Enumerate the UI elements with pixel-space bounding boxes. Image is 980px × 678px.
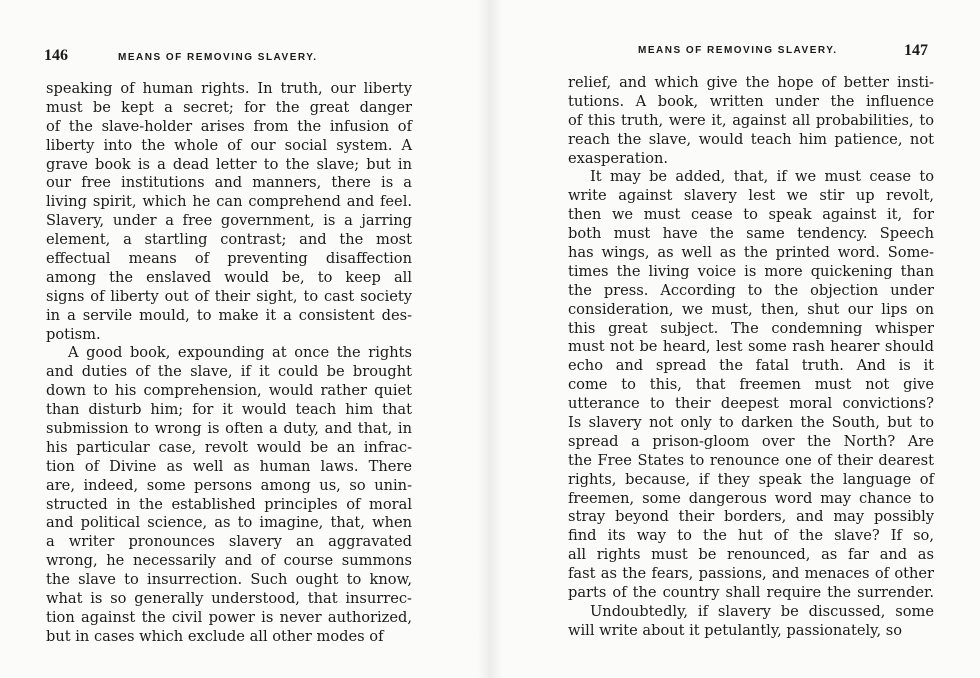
text-line: and political science, as to imagine, that, when xyxy=(46,514,412,532)
text-line: his particular case, revolt would be an infrac- xyxy=(46,438,412,456)
text-line: effectual means of preventing disaffection xyxy=(46,250,412,268)
text-line: element, a startling contrast; and the most xyxy=(46,231,412,249)
left-page-number: 146 xyxy=(44,47,68,64)
text-line: the Free States to renounce one of their dearest xyxy=(568,451,934,469)
text-line: then we must cease to speak against it, for xyxy=(568,206,934,224)
text-line: what is so generally understood, that insurrec- xyxy=(46,590,412,608)
text-line: liberty into the whole of our social system. A xyxy=(46,136,412,154)
text-line: potism. xyxy=(46,325,101,343)
text-line: reach the slave, would teach him patience, not xyxy=(568,130,934,148)
text-line: A good book, expounding at once the rights xyxy=(68,344,412,362)
text-line: will write about it petulantly, passionately, so xyxy=(568,621,903,639)
text-line: relief, and which give the hope of better insti- xyxy=(568,74,934,91)
text-line: all rights must be renounced, as far and as xyxy=(568,546,934,564)
text-line: must be kept a secret; for the great danger xyxy=(46,98,412,116)
text-line: write against slavery lest we stir up revolt, xyxy=(568,187,934,205)
text-line: tutions. A book, written under the influence xyxy=(568,92,934,110)
text-line: tion of Divine as well as human laws. There xyxy=(46,457,412,475)
text-line: Undoubtedly, if slavery be discussed, some xyxy=(590,602,934,620)
text-line: wrong, he necessarily and of course summons xyxy=(46,552,412,570)
text-line: grave book is a dead letter to the slave; but in xyxy=(46,155,412,173)
left-body-text xyxy=(46,80,412,647)
text-line: fast as the fears, passions, and menaces of other xyxy=(568,565,934,583)
text-line: come to this, that freemen must not give xyxy=(568,376,934,394)
text-line: exasperation. xyxy=(568,149,669,167)
text-line: parts of the country shall require the surrender. xyxy=(568,584,934,602)
text-line: spread a prison-gloom over the North? Are xyxy=(568,432,934,450)
text-line: stray beyond their borders, and may possibly xyxy=(568,508,934,526)
text-line: freemen, some dangerous word may chance to xyxy=(568,489,934,507)
text-line: rights, because, if they speak the language of xyxy=(568,470,934,488)
text-line: but in cases which exclude all other modes of xyxy=(46,627,384,645)
text-line: It may be added, that, if we must cease to xyxy=(590,168,934,186)
text-line: speaking of human rights. In truth, our liberty xyxy=(46,80,412,97)
text-line: of the slave-holder arises from the infusion of xyxy=(46,117,412,135)
text-line: this great subject. The condemning whisper xyxy=(568,319,934,337)
text-line: are, indeed, some persons among us, so unin- xyxy=(46,476,412,494)
text-line: down to his comprehension, would rather quiet xyxy=(46,382,412,400)
text-line: tion against the civil power is never authorized, xyxy=(46,608,412,626)
text-line: our free institutions and manners, there is a xyxy=(46,174,412,192)
text-line: and duties of the slave, if it could be brought xyxy=(46,363,412,381)
right-body-text xyxy=(568,74,934,641)
text-line: Is slavery not only to darken the South, but to xyxy=(568,414,934,432)
text-line: a writer pronounces slavery an aggravated xyxy=(46,533,412,551)
text-line: utterance to their deepest moral convictions? xyxy=(568,395,934,413)
text-line: living spirit, which he can comprehend and feel. xyxy=(46,193,412,211)
text-line: Slavery, under a free government, is a jarring xyxy=(46,212,412,230)
text-line: has wings, as well as the printed word. Some- xyxy=(568,244,934,262)
text-line: the slave to insurrection. Such ought to know, xyxy=(46,571,412,589)
text-line: find its way to the hut of the slave? If so, xyxy=(568,527,934,545)
text-line: signs of liberty out of their sight, to cast society xyxy=(46,287,412,305)
text-line: in a servile mould, to make it a consistent des- xyxy=(46,306,412,324)
text-line: echo and spread the fatal truth. And is it xyxy=(568,357,934,375)
text-line: must not be heard, lest some rash hearer should xyxy=(568,338,934,356)
text-line: the press. According to the objection under xyxy=(568,281,934,299)
right-running-head: MEANS OF REMOVING SLAVERY. xyxy=(638,45,838,56)
text-line: consideration, we must, then, shut our lips on xyxy=(568,300,934,318)
text-line: of this truth, were it, against all probabilities, to xyxy=(568,111,934,129)
text-line: times the living voice is more quickening than xyxy=(568,262,934,280)
text-line: among the enslaved would be, to keep all xyxy=(46,268,412,286)
left-running-head: MEANS OF REMOVING SLAVERY. xyxy=(118,52,318,63)
text-line: than disturb him; for it would teach him that xyxy=(46,401,412,419)
right-page xyxy=(490,0,980,678)
text-line: submission to wrong is often a duty, and that, in xyxy=(46,420,412,438)
text-line: structed in the established principles of moral xyxy=(46,495,412,513)
right-page-number: 147 xyxy=(904,42,928,59)
text-line: both must have the same tendency. Speech xyxy=(568,225,934,243)
